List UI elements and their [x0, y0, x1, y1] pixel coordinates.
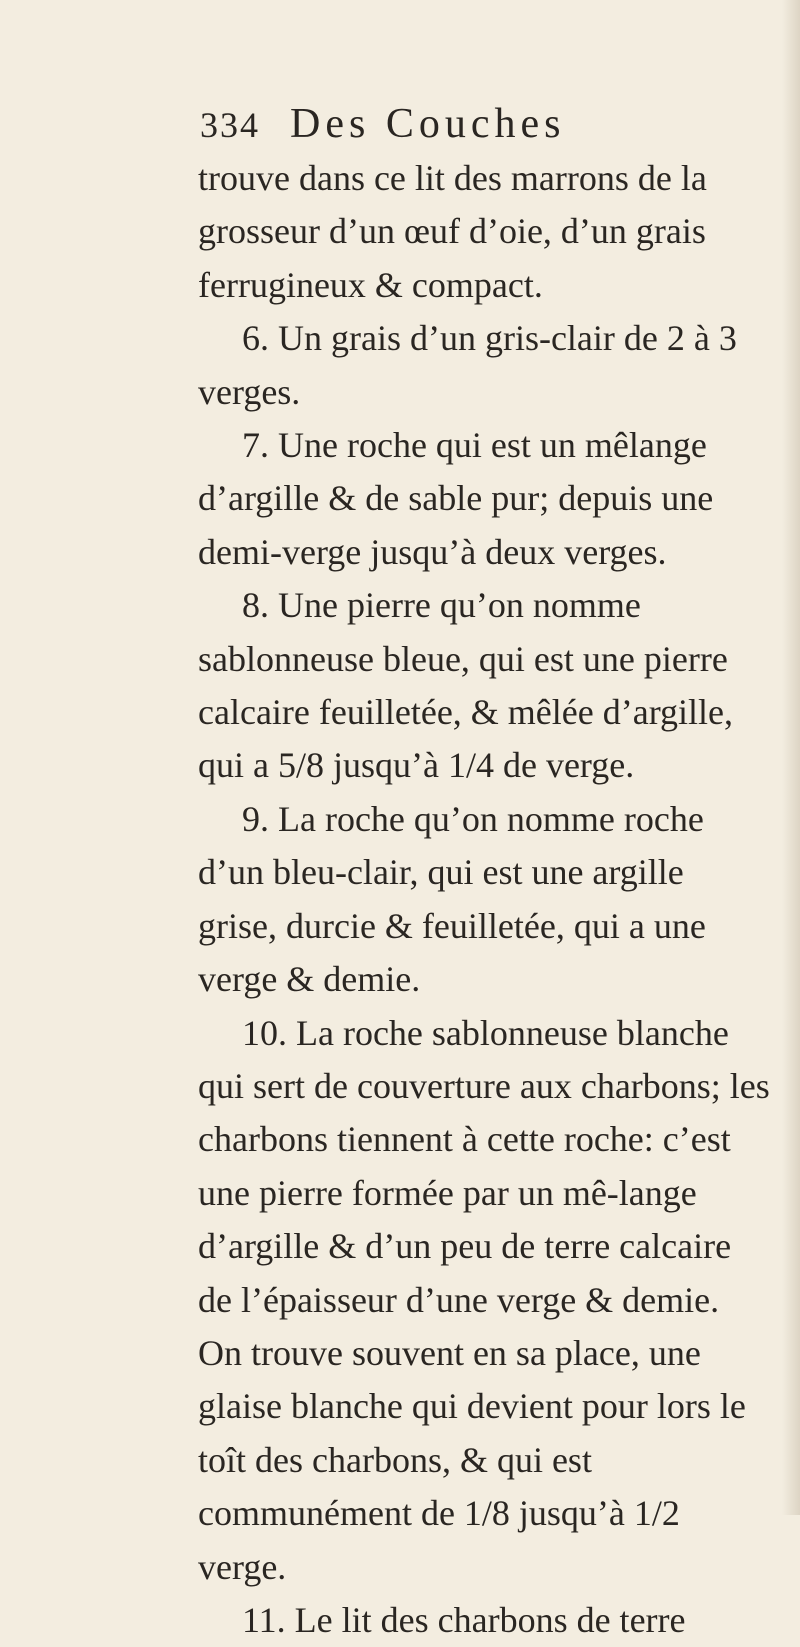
paragraph-item-10: 10. La roche sablonneuse blanche qui sert de couverture aux charbons; les charbons tiennent à cette roche: c’est une pierre formée par un mê-lange d’argille & d’un peu de terre calcaire de l’épaisseur d’une verge & demie. On trouve souvent en sa place, une glaise blanche qui devient pour lors le toît des charbons, & qui est communément de 1/8 jusqu’à 1/2 verge.: [198, 1012, 770, 1587]
paragraph-item-8: 8. Une pierre qu’on nomme sablonneuse bleue, qui est une pierre calcaire feuilletée, & mêlée d’argille, qui a 5/8 jusqu’à 1/4 de verge.: [198, 585, 734, 786]
page-edge-shadow: [782, 0, 800, 1515]
paragraph-continuation: trouve dans ce lit des marrons de la grosseur d’un œuf d’oie, d’un grais ferrugineux & compact.: [198, 158, 707, 305]
body-text: [198, 152, 770, 1647]
running-header: [200, 100, 565, 148]
paragraph-item-6: 6. Un grais d’un gris-clair de 2 à 3 verges.: [198, 318, 737, 412]
paragraph-item-9: 9. La roche qu’on nomme roche d’un bleu-clair, qui est une argille grise, durcie & feuilletée, qui a une verge & demie.: [198, 798, 706, 1000]
running-title: Des Couches: [290, 101, 566, 147]
paragraph-item-7: 7. Une roche qui est un mêlange d’argille & de sable pur; depuis une demi-verge jusqu’à deux verges.: [198, 425, 714, 572]
page-number: 334: [200, 105, 260, 145]
paragraph-item-11: 11. Le lit des charbons de terre: [242, 1599, 686, 1640]
